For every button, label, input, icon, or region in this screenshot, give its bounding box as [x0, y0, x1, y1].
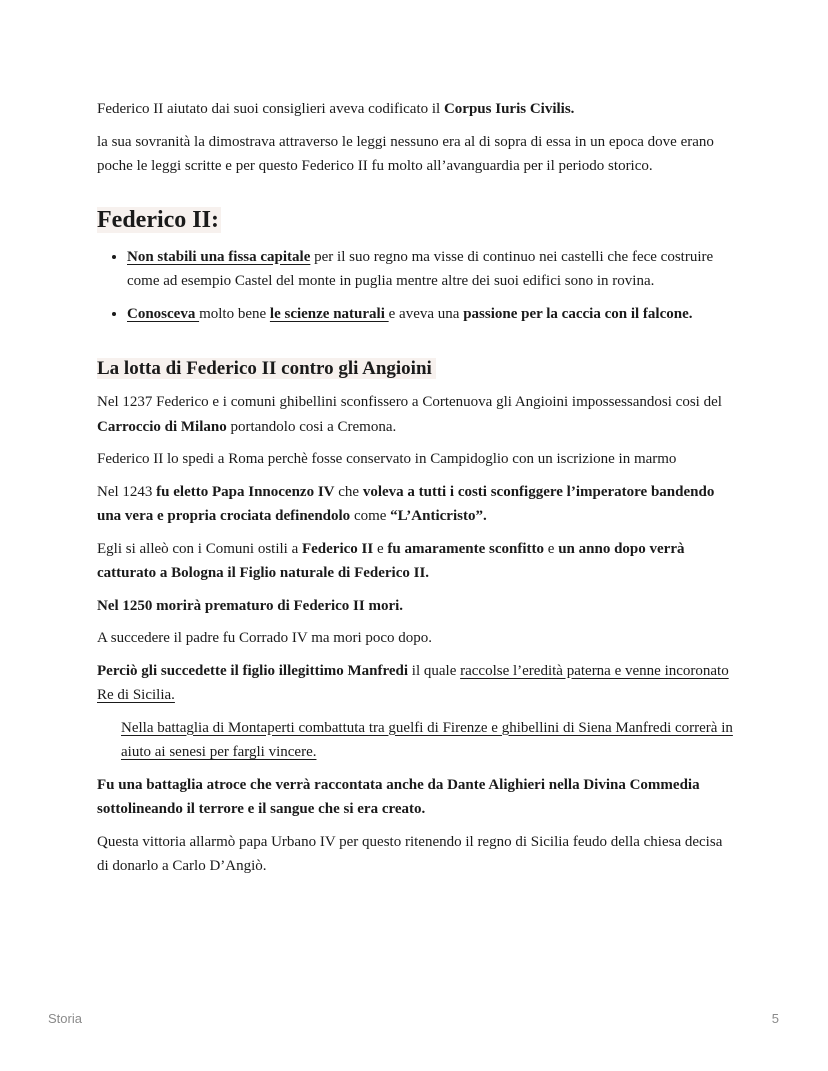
paragraph-1237	[97, 390, 737, 439]
bullet-list	[97, 245, 737, 327]
text: Federico II aiutato dai suoi consiglieri aveva codificato il	[97, 101, 444, 117]
text: che	[334, 483, 363, 500]
paragraph-battaglia	[97, 773, 737, 822]
paragraph-sovranita: la sua sovranità la dimostrava attraverso le leggi nessuno era al di sopra di essa in un epoca dove erano poche le leggi scritte e per questo Federico II fu molto all’avanguardia per il periodo storico.	[97, 133, 714, 174]
text: il quale	[408, 662, 461, 679]
bold-text: Carroccio di Milano	[97, 418, 227, 435]
text: Egli si alleò con i Comuni ostili a	[97, 540, 302, 557]
paragraph-campidoglio: Federico II lo spedi a Roma perchè fosse conservato in Campidoglio con un iscrizione in marmo	[97, 451, 677, 467]
heading-text: Federico II:	[97, 206, 219, 233]
paragraph-1243	[97, 480, 737, 529]
footer-subject: Storia	[48, 1011, 82, 1026]
bold-text: Fu una battaglia atroce che verrà raccontata anche da Dante Alighieri nella Divina Commedia sottolineando il terrore e il sangue che si era creato.	[97, 776, 700, 817]
text: molto bene	[199, 305, 270, 322]
bold-text: Corpus Iuris Civilis.	[443, 101, 575, 117]
text: Nel 1243	[97, 483, 157, 500]
bold-text: fu amaramente sconfitto	[387, 540, 545, 557]
text: portandolo cosi a Cremona.	[226, 418, 397, 435]
paragraph-urbano: Questa vittoria allarmò papa Urbano IV per questo ritenendo il regno di Sicilia feudo della chiesa decisa di donarlo a Carlo D’Angiò.	[97, 833, 723, 874]
underlined-text: raccolse l’eredità paterna e venne incoronato Re di Sicilia.	[97, 662, 729, 703]
text: e	[373, 540, 388, 557]
text: Nel 1237 Federico e i comuni ghibellini sconfissero a Cortenuova gli Angioini impossessandosi cosi del	[97, 394, 722, 410]
bold-text: passione per la caccia con il falcone.	[463, 305, 693, 322]
paragraph-corpus-iuris	[97, 97, 737, 122]
paragraph-alleanza	[97, 537, 737, 586]
bold-text: fu eletto Papa Innocenzo IV	[156, 483, 335, 500]
paragraph-corrado: A succedere il padre fu Corrado IV ma mori poco dopo.	[97, 630, 433, 646]
underlined-text: Nella battaglia di Montaperti combattuta tra guelfi di Firenze e ghibellini di Siena Manfredi correrà in aiuto ai senesi per fargli vincere.	[121, 719, 733, 760]
bold-text: un anno dopo verrà catturato a Bologna il Figlio naturale di Federico II.	[97, 540, 685, 581]
bold-text: “L’Anticristo”.	[390, 508, 487, 524]
bold-underlined-text: le scienze naturali	[269, 305, 389, 322]
paragraph-1250	[97, 594, 737, 619]
document-page	[97, 97, 737, 879]
list-item	[127, 245, 737, 294]
bold-text: voleva a tutti i costi sconfiggere l’imperatore bandendo una vera e propria crociata definendolo	[97, 483, 715, 524]
text: e	[544, 540, 559, 557]
heading-text: La lotta di Federico II contro gli Angioini	[97, 358, 436, 379]
heading-lotta-angioini	[97, 356, 737, 382]
bold-underlined-text: Non stabili una fissa capitale	[127, 248, 311, 265]
page-number: 5	[771, 1011, 779, 1026]
text: per il suo regno ma visse di continuo nei castelli che fece costruire come ad esempio Castel del monte in puglia mentre altre dei suoi edifici sono in rovina.	[127, 248, 714, 289]
text: e aveva una	[388, 305, 464, 322]
heading-federico	[97, 205, 737, 235]
bold-underlined-text: Conosceva	[127, 305, 200, 322]
bold-text: Perciò gli succedette il figlio illegittimo Manfredi	[97, 662, 409, 679]
text: come	[350, 508, 391, 524]
paragraph-manfredi	[97, 659, 737, 708]
bold-text: Federico II	[301, 540, 374, 557]
list-item	[127, 302, 737, 327]
paragraph-montaperti	[121, 716, 737, 765]
bold-text: Nel 1250 morirà prematuro di Federico II mori.	[97, 597, 404, 614]
